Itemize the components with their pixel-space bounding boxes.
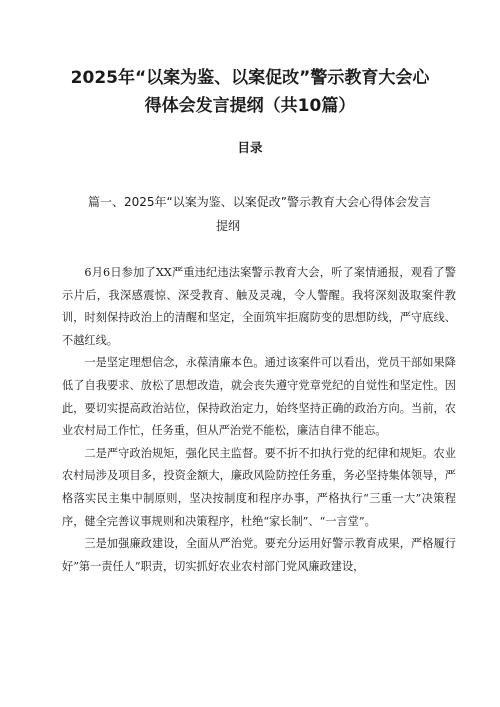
toc-heading: 目录 xyxy=(237,140,263,155)
body-text xyxy=(62,262,456,578)
toc-entry-line-2: 提纲 xyxy=(216,219,241,233)
title-line-1: 2025年“以案为鉴、以案促改”警示教育大会心 xyxy=(70,68,430,88)
paragraph: 三是加强廉政建设，全面从严治党。要充分运用好警示教育成果，严格履行好”第一责任人”职责，切实抓好农业农村部门党风廉政建设， xyxy=(62,537,456,573)
paragraph: 二是严守政治规矩，强化民主监督。要不折不扣执行党的纪律和规矩。农业农村局涉及项目多，投资金额大，廉政风险防控任务重，务必坚持集体领导，严格落实民主集中制原则，坚决按制度和程序办事，严格执行“三重一大”决策程序，健全完善议事规则和决策程序，杜绝“家长制”、“一言堂”。 xyxy=(62,446,456,528)
paragraph: 一是坚定理想信念，永葆清廉本色。通过该案件可以看出，党员干部如果降低了自我要求、放松了思想改造，就会丧失遵守党章党纪的自觉性和坚定性。因此，要切实提高政治站位，保持政治定力，始终坚持正确的政治方向。当前，农业农村局工作忙，任务重，但从严治党不能松，廉洁自律不能忘。 xyxy=(62,356,456,438)
document-title xyxy=(40,64,460,120)
toc-entry-line-1: 篇一、2025年“以案为鉴、以案促改”警示教育大会心得体会发言 xyxy=(88,195,431,209)
paragraph: 6月6日参加了XX严重违纪违法案警示教育大会，听了案情通报，观看了警示片后，我深感震惊、深受教育、触及灵魂，令人警醒。我将深刻汲取案件教训，时刻保持政治上的清醒和坚定，全面筑牢拒腐防变的思想防线，严守底线、不越红线。 xyxy=(62,266,456,347)
title-line-2: 得体会发言提纲（共10篇） xyxy=(144,96,356,116)
toc-entry[interactable] xyxy=(88,190,458,238)
